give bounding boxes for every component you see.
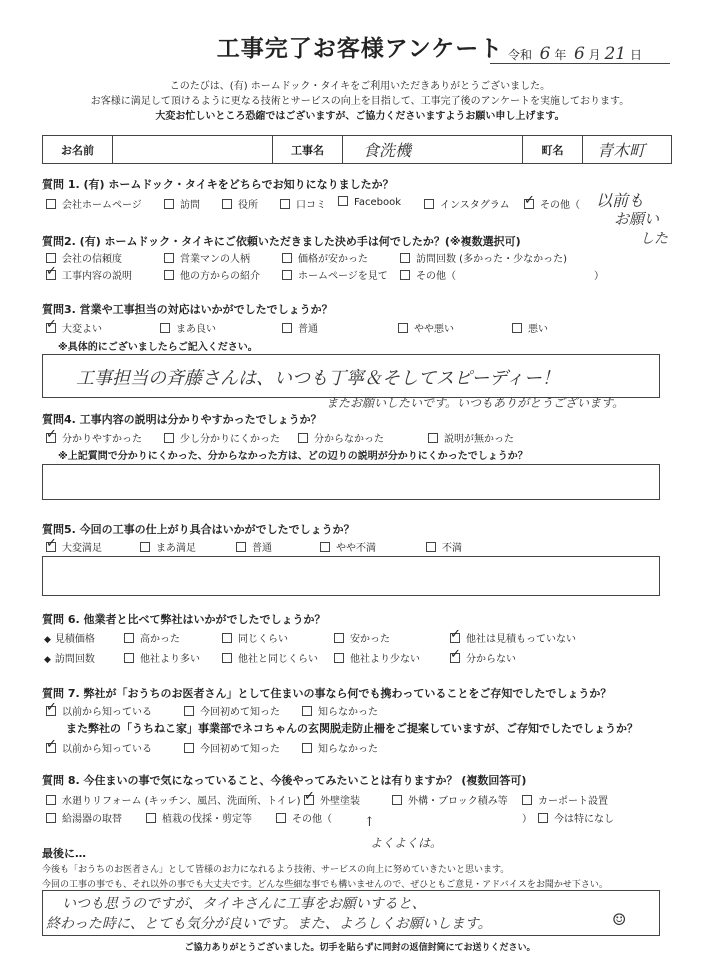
work-label: 工事名: [273, 136, 343, 163]
checkbox[interactable]: [334, 633, 344, 643]
diamond-icon: ◆: [44, 655, 51, 665]
checkbox[interactable]: [424, 199, 434, 209]
checkbox[interactable]: [164, 253, 174, 263]
q6-option[interactable]: ✓ 分からない: [450, 650, 516, 665]
checkbox-checked[interactable]: [46, 433, 56, 443]
q5-answer-box[interactable]: [42, 556, 660, 596]
date-field: [508, 44, 642, 64]
last-line-1: 今後も「おうちのお医者さん」として皆様のお力になれるよう技術、サービスの向上に努めていきたいと思います。: [42, 865, 510, 875]
q7-question: 質問 7. 弊社が「おうちのお医者さん」として住まいの事なら何でも携わっていることをご存知でしたでしょうか？: [42, 687, 612, 700]
checkbox[interactable]: [400, 270, 410, 280]
q8-option[interactable]: 水廻りリフォーム (キッチン、風呂、洗面所、トイレ): [46, 792, 300, 807]
date-year-label: 年: [554, 48, 567, 62]
q4-note: ※上記質問で分かりにくかった、分からなかった方は、どの辺りの説明が分かりにくかったでしょうか？: [58, 451, 528, 462]
q2-option[interactable]: 訪問回数 (多かった・少なかった): [400, 250, 567, 265]
checkbox[interactable]: [512, 323, 522, 333]
checkbox[interactable]: [426, 542, 436, 552]
q7-option[interactable]: 今回初めて知った: [184, 703, 280, 718]
checkbox[interactable]: [184, 706, 194, 716]
checkbox[interactable]: [282, 270, 292, 280]
checkbox[interactable]: [222, 199, 232, 209]
q4-option[interactable]: 分からなかった: [298, 430, 384, 445]
q3-option[interactable]: やや悪い: [398, 320, 454, 335]
date-year: 6: [539, 44, 551, 64]
checkbox-checked[interactable]: [46, 270, 56, 280]
checkbox[interactable]: [164, 199, 174, 209]
intro-line-3: 大変お忙しいところ恐縮ではございますが、ご協力くださいますようお願い申し上げます。: [155, 111, 565, 122]
intro-line-2: お客様に満足して頂けるように更なる技術とサービスの向上を目指して、工事完了後のアンケートを実施しております。: [90, 96, 630, 107]
q3-option[interactable]: ✓大変よい: [46, 320, 102, 335]
q3-question: 質問3. 営業や工事担当の対応はいかがでしたでしょうか？: [42, 303, 333, 316]
q6-question: 質問 6. 他業者と比べて弊社はいかがでしたでしょうか？: [42, 613, 326, 626]
q3-answer-text-2: またお願いしたいです。いつもありがとうございます。: [326, 396, 625, 410]
name-value[interactable]: [113, 136, 273, 163]
checkbox[interactable]: [164, 270, 174, 280]
q1-option[interactable]: 口コミ: [280, 196, 326, 211]
date-underline: [490, 63, 670, 64]
q7-option[interactable]: ✓以前から知っている: [46, 740, 152, 755]
q5-question: 質問5. 今回の工事の仕上がり具合はいかがでしたでしょうか？: [42, 523, 355, 536]
q1-other-text: 以前も: [596, 191, 645, 210]
q1-other-text-3: した: [640, 231, 668, 247]
checkbox[interactable]: [298, 433, 308, 443]
checkbox[interactable]: [124, 653, 134, 663]
q1-other-text-2: お願い: [614, 210, 660, 228]
q1-option[interactable]: インスタグラム: [424, 196, 510, 211]
q8-option[interactable]: 植栽の伐採・剪定等: [146, 810, 252, 825]
q2-option[interactable]: 営業マンの人柄: [164, 250, 250, 265]
q7-question-2: また弊社の「うちねこ家」事業部でネコちゃんの玄関脱走防止柵をご提案していますが、ご存知でしたでしょうか？: [66, 722, 638, 735]
q7-option[interactable]: 今回初めて知った: [184, 740, 280, 755]
smiley-icon: ☺: [612, 910, 627, 929]
checkbox-checked[interactable]: [304, 795, 314, 805]
checkbox[interactable]: [280, 199, 290, 209]
q6-option[interactable]: 安かった: [334, 630, 390, 645]
q2-option[interactable]: 会社の信頼度: [46, 250, 122, 265]
q2-option[interactable]: ホームページを見て: [282, 267, 388, 282]
town-value[interactable]: 青木町: [597, 141, 646, 160]
checkbox[interactable]: [400, 253, 410, 263]
q2-option-other[interactable]: その他（: [400, 267, 456, 282]
checkbox[interactable]: [46, 813, 56, 823]
checkbox[interactable]: [124, 633, 134, 643]
footer-note: ご協力ありがとうございました。切手を貼らずに同封の返信封筒にてお送りください。: [184, 943, 536, 953]
q8-option-other[interactable]: その他（: [276, 810, 332, 825]
q3-option[interactable]: まあ良い: [160, 320, 216, 335]
checkbox[interactable]: [302, 706, 312, 716]
checkbox[interactable]: [392, 795, 402, 805]
checkbox[interactable]: [236, 542, 246, 552]
q5-option[interactable]: まあ満足: [140, 539, 196, 554]
q7-option[interactable]: 知らなかった: [302, 740, 378, 755]
checkbox-checked[interactable]: [450, 633, 460, 643]
checkbox[interactable]: [428, 433, 438, 443]
q8-option[interactable]: 外構・ブロック積み等: [392, 792, 508, 807]
q2-question: 質問2. (有) ホームドック・タイキにご依頼いただきました決め手は何でしたか？(※複数選択可): [42, 235, 521, 248]
q2-option[interactable]: ✓工事内容の説明: [46, 267, 132, 282]
last-line-2: 今回の工事の事でも、それ以外の事でも大丈夫です。どんな些細な事でも構いませんので、ぜひともご意見・アドバイスをお聞かせ下さい。: [42, 880, 608, 890]
q3-note: ※具体的にございましたらご記入ください。: [58, 342, 258, 353]
q4-option[interactable]: ✓分かりやすかった: [46, 430, 142, 445]
checkbox[interactable]: [522, 795, 532, 805]
q8-handwritten: よくよくは。: [370, 836, 443, 850]
q5-option[interactable]: 不満: [426, 539, 462, 554]
town-label: 町名: [523, 136, 583, 163]
q3-option[interactable]: 悪い: [512, 320, 548, 335]
last-heading: 最後に…: [42, 847, 86, 860]
checkbox-checked[interactable]: [46, 706, 56, 716]
q8-option[interactable]: カーポート設置: [522, 792, 608, 807]
q8-other-close: ）: [522, 814, 532, 825]
last-answer-1: いつも思うのですが、タイキさんに工事をお願いすると、: [62, 896, 426, 912]
last-answer-2: 終わった時に、とても気分が良いです。また、よろしくお願いします。: [46, 916, 492, 932]
checkbox[interactable]: [302, 743, 312, 753]
q8-arrow-icon: ↑: [364, 815, 375, 830]
checkbox[interactable]: [398, 323, 408, 333]
q1-option-other[interactable]: ✓ その他（: [524, 196, 580, 211]
q5-option[interactable]: やや不満: [320, 539, 376, 554]
q4-answer-box[interactable]: [42, 464, 660, 500]
checkbox[interactable]: [222, 653, 232, 663]
q2-option[interactable]: 他の方からの紹介: [164, 267, 260, 282]
q1-question: 質問 1. (有) ホームドック・タイキをどちらでお知りになりましたか？: [42, 178, 394, 191]
diamond-icon: ◆: [44, 635, 51, 645]
checkbox[interactable]: [184, 743, 194, 753]
checkbox-checked[interactable]: [46, 323, 56, 333]
q6-option[interactable]: ✓ 他社は見積もっていない: [450, 630, 576, 645]
date-day-label: 日: [629, 48, 642, 62]
q8-option[interactable]: 給湯器の取替: [46, 810, 122, 825]
checkbox[interactable]: [222, 633, 232, 643]
checkbox-checked[interactable]: [46, 743, 56, 753]
work-value[interactable]: 食洗機: [343, 136, 523, 163]
q8-question: 質問 8. 今住まいの事で気になっていること、今後やってみたいことは有りますか？ (複数回答可): [42, 774, 527, 787]
checkbox[interactable]: [146, 813, 156, 823]
q3-option[interactable]: 普通: [282, 320, 318, 335]
checkbox[interactable]: [282, 323, 292, 333]
date-month: 6: [573, 44, 585, 64]
checkbox[interactable]: [46, 795, 56, 805]
q6-row1-label: ◆ 見積価格: [44, 634, 95, 645]
date-month-label: 月: [588, 48, 601, 62]
checkbox[interactable]: [320, 542, 330, 552]
checkbox-checked[interactable]: [46, 542, 56, 552]
q1-option[interactable]: 役所: [222, 196, 258, 211]
checkbox[interactable]: [164, 433, 174, 443]
checkbox[interactable]: [46, 253, 56, 263]
q8-option[interactable]: ✓ 外壁塗装: [304, 792, 360, 807]
q6-option[interactable]: 他社より多い: [124, 650, 200, 665]
checkbox[interactable]: [334, 653, 344, 663]
q2-option[interactable]: 価格が安かった: [282, 250, 368, 265]
checkbox[interactable]: [276, 813, 286, 823]
q7-option[interactable]: 知らなかった: [302, 703, 378, 718]
q7-option[interactable]: ✓以前から知っている: [46, 703, 152, 718]
checkbox-checked[interactable]: [450, 653, 460, 663]
q4-option[interactable]: 説明が無かった: [428, 430, 514, 445]
page-title: 工事完了お客様アンケート: [216, 36, 504, 62]
q5-option[interactable]: ✓大変満足: [46, 539, 102, 554]
date-day: 21: [604, 44, 627, 64]
name-label: お名前: [43, 136, 113, 163]
info-table: [42, 135, 672, 164]
checkbox[interactable]: [46, 199, 56, 209]
checkbox-checked[interactable]: [524, 199, 534, 209]
q6-option[interactable]: 同じくらい: [222, 630, 288, 645]
q6-option[interactable]: 他社と同じくらい: [222, 650, 318, 665]
date-era: 令和: [508, 48, 533, 62]
checkbox[interactable]: [338, 196, 348, 206]
q2-other-close: ）: [594, 271, 604, 282]
q8-option[interactable]: 今は特になし: [538, 810, 614, 825]
q1-option[interactable]: 訪問: [164, 196, 200, 211]
intro-line-1: このたびは、(有) ホームドック・タイキをご利用いただきありがとうございました。: [169, 81, 551, 92]
checkbox[interactable]: [538, 813, 548, 823]
q4-question: 質問4. 工事内容の説明は分かりやすかったでしょうか？: [42, 413, 322, 426]
q5-option[interactable]: 普通: [236, 539, 272, 554]
q6-option[interactable]: 高かった: [124, 630, 180, 645]
checkbox[interactable]: [282, 253, 292, 263]
q3-answer-text: 工事担当の斉藤さんは、いつも丁寧＆そしてスピーディー！: [76, 368, 560, 389]
q6-row2-label: ◆ 訪問回数: [44, 654, 95, 665]
checkbox[interactable]: [140, 542, 150, 552]
q1-option[interactable]: Facebook: [338, 196, 401, 208]
q1-option[interactable]: 会社ホームページ: [46, 196, 142, 211]
q4-option[interactable]: 少し分かりにくかった: [164, 430, 280, 445]
q6-option[interactable]: 他社より少ない: [334, 650, 420, 665]
checkbox[interactable]: [160, 323, 170, 333]
